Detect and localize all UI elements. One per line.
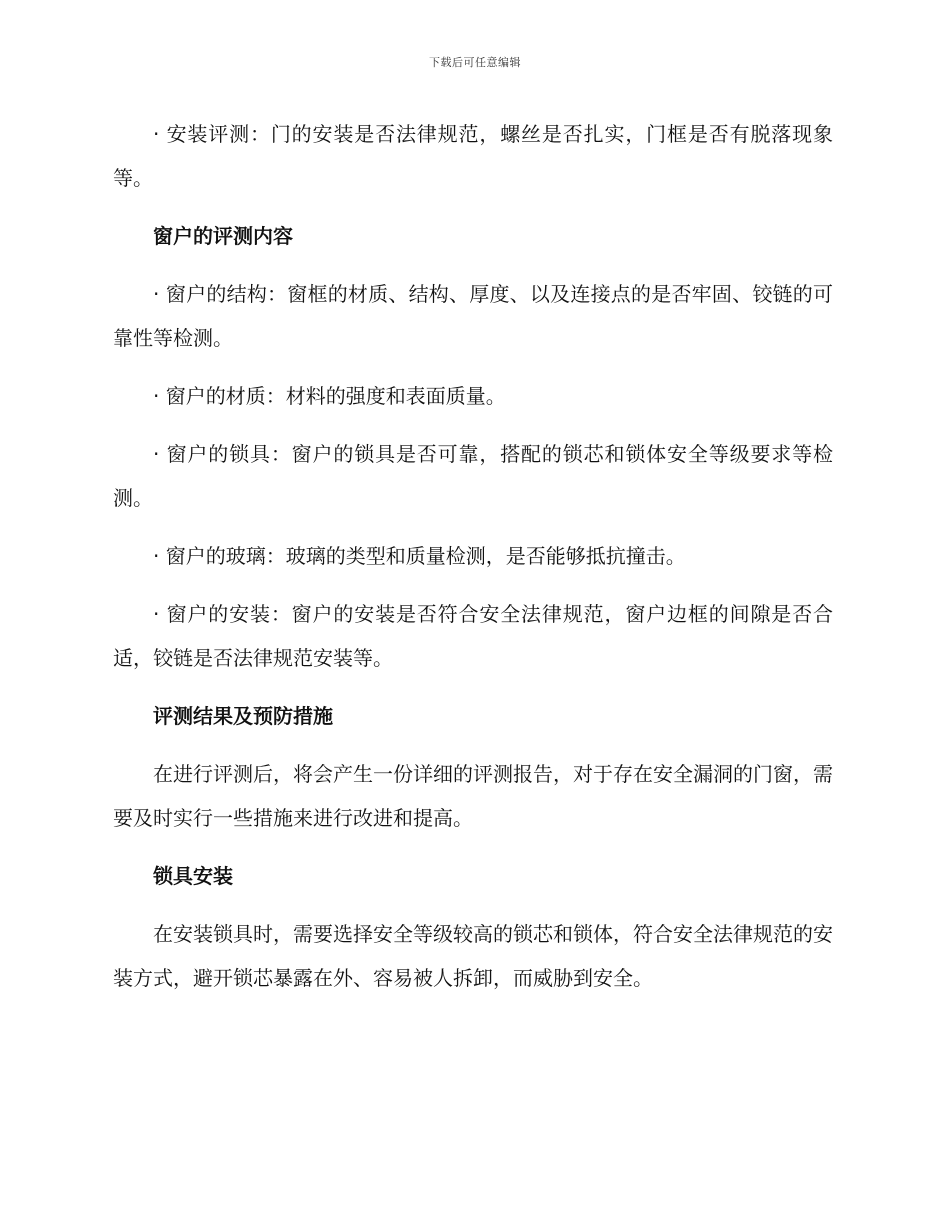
paragraph-window-material: · 窗户的材质：材料的强度和表面质量。 [153,384,506,408]
page-header: 下载后可任意编辑 [429,56,521,69]
paragraph-window-lock: · 窗户的锁具：窗户的锁具是否可靠，搭配的锁芯和锁体安全等级要求等检测。 [113,442,833,510]
heading-window-evaluation: 窗户的评测内容 [153,224,293,248]
paragraph-window-installation: · 窗户的安装：窗户的安装是否符合安全法律规范，窗户边框的间隙是否合适，铰链是否法律规范安装等。 [113,602,833,670]
paragraph-lock-installation: 在安装锁具时，需要选择安全等级较高的锁芯和锁体，符合安全法律规范的安装方式，避开锁芯暴露在外、容易被人拆卸，而威胁到安全。 [113,922,833,990]
paragraph-door-installation: · 安装评测：门的安装是否法律规范，螺丝是否扎实，门框是否有脱落现象等。 [113,122,833,190]
document-body [113,112,833,1014]
heading-lock-installation: 锁具安装 [153,864,233,888]
heading-results-prevention: 评测结果及预防措施 [153,704,333,728]
paragraph-results-report: 在进行评测后，将会产生一份详细的评测报告，对于存在安全漏洞的门窗，需要及时实行一些措施来进行改进和提高。 [113,762,833,830]
paragraph-window-glass: · 窗户的玻璃：玻璃的类型和质量检测，是否能够抵抗撞击。 [153,544,686,568]
paragraph-window-structure: · 窗户的结构：窗框的材质、结构、厚度、以及连接点的是否牢固、铰链的可靠性等检测。 [113,282,833,350]
